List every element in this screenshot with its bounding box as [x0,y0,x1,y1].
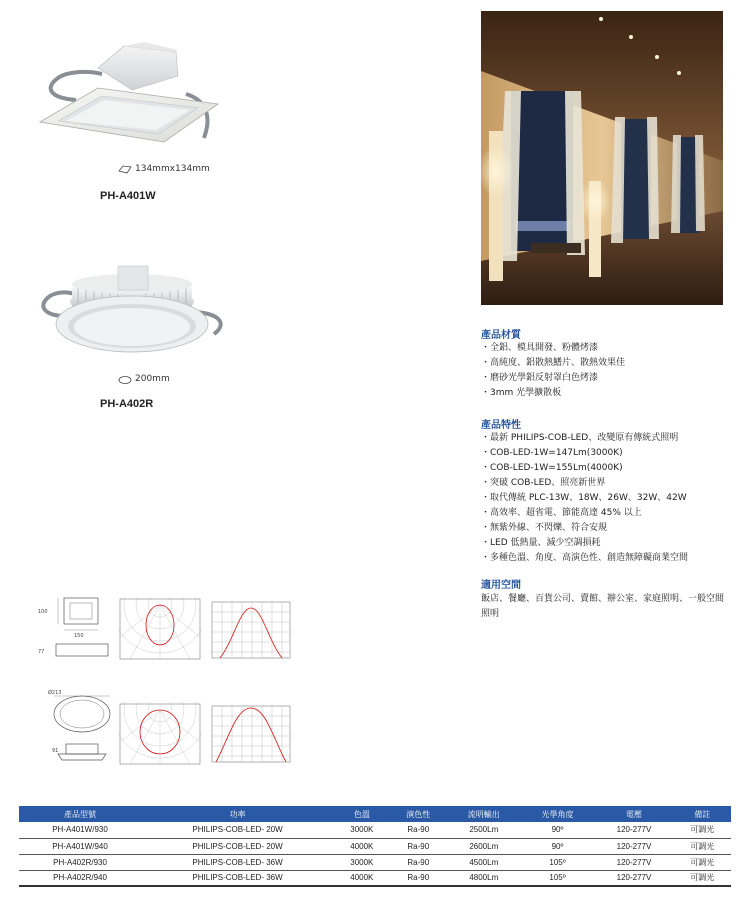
cell: 可調光 [674,854,731,870]
list-item: ・ 磨砂光學鋁反射罩白色烤漆 [481,371,625,386]
header-lumen: 流明輸出 [447,806,521,822]
table-row [19,870,731,886]
header-cct: 色溫 [334,806,390,822]
cell: PHILIPS-COB-LED- 20W [141,822,334,838]
cell: 4800Lm [447,870,521,886]
dimension-text: 134mmx134mm [135,164,210,174]
table-row [19,838,731,854]
cell: 90º [521,838,595,854]
header-voltage: 電壓 [594,806,673,822]
dim-h: 100 [38,609,48,615]
square-dimension-icon [118,165,132,174]
list-item: ・ 無紫外線、不閃爍、符合安規 [481,521,688,536]
cell: PHILIPS-COB-LED- 36W [141,870,334,886]
list-item: ・ COB-LED-1W=147Lm(3000K) [481,446,688,461]
cell: 120-277V [594,822,673,838]
list-item: ・ 高純度、鋁散熱鰭片、散熱效果佳 [481,356,625,371]
cell: 120-277V [594,854,673,870]
dimension-label [118,164,210,174]
list-item: ・ 多種色溫、角度、高演色性、創造無障礙商業空間 [481,551,688,566]
dim-d: 91 [52,748,59,754]
list-item: ・ 高效率、超省電、節能高達 45% 以上 [481,506,688,521]
table-row [19,854,731,870]
list-item: ・ LED 低熱量、減少空調損耗 [481,536,688,551]
list-item: ・ 3mm 光學擴散板 [481,386,625,401]
list-item: ・ 全鋁、模具開發、粉體烤漆 [481,341,625,356]
cell: 4500Lm [447,854,521,870]
list-item: ・ 取代傳統 PLC-13W、18W、26W、32W、42W [481,491,688,506]
features-title: 產品特性 [481,420,521,431]
round-dimension-icon [118,375,132,384]
cell: Ra-90 [390,838,447,854]
model-name: PH-A401W [100,190,156,202]
cell: 3000K [334,854,390,870]
header-cri: 演色性 [390,806,447,822]
cell: PH-A401W/940 [19,838,141,854]
header-power: 功率 [141,806,334,822]
cell: 90º [521,822,595,838]
spec-table [19,806,731,887]
cell: PH-A402R/930 [19,854,141,870]
cell: PHILIPS-COB-LED- 36W [141,854,334,870]
cell: 105º [521,870,595,886]
list-item: ・ 突破 COB-LED、照亮新世界 [481,476,688,491]
cell: PHILIPS-COB-LED- 20W [141,838,334,854]
dimension-text: 200mm [135,374,170,384]
cell: 3000K [334,822,390,838]
cell: 2500Lm [447,822,521,838]
candela-curve-a402r [206,704,292,772]
table-header-row [19,806,731,822]
product-a401w-image [36,38,222,146]
table-row [19,822,731,838]
header-model: 產品型號 [19,806,141,822]
dim-dia: Ø213 [48,690,62,696]
dimension-drawing-a401w [34,594,118,664]
list-item: ・ 最新 PHILIPS-COB-LED、改變原有傳統式照明 [481,431,688,446]
cell: 4000K [334,870,390,886]
header-beam: 光學角度 [521,806,595,822]
cell: Ra-90 [390,854,447,870]
features-list [481,431,688,566]
dim-d: 77 [38,649,45,655]
candela-curve-a401w [206,600,292,668]
cell: Ra-90 [390,870,447,886]
dim-w: 150 [74,633,84,639]
cell: 可調光 [674,838,731,854]
cell: 2600Lm [447,838,521,854]
cell: PH-A401W/930 [19,822,141,838]
materials-title: 產品材質 [481,330,521,341]
dimension-drawing-a402r [34,686,120,770]
polar-light-distribution-a401w [118,597,202,665]
cell: 可調光 [674,822,731,838]
header-note: 備註 [674,806,731,822]
spaces-title: 適用空間 [481,580,521,591]
cell: Ra-90 [390,822,447,838]
cell: PH-A402R/940 [19,870,141,886]
list-item: ・ COB-LED-1W=155Lm(4000K) [481,461,688,476]
materials-list [481,341,625,401]
spaces-text: 飯店、餐廳、百貨公司、賣館、辦公室、家庭照明、一般空間照明 [481,594,725,619]
cell: 120-277V [594,870,673,886]
dimension-label [118,374,170,384]
cell: 120-277V [594,838,673,854]
polar-light-distribution-a402r [118,702,202,770]
cell: 4000K [334,838,390,854]
cell: 105º [521,854,595,870]
product-a402r-image [34,262,230,364]
interior-photo [481,11,723,305]
cell: 可調光 [674,870,731,886]
model-name: PH-A402R [100,398,154,410]
